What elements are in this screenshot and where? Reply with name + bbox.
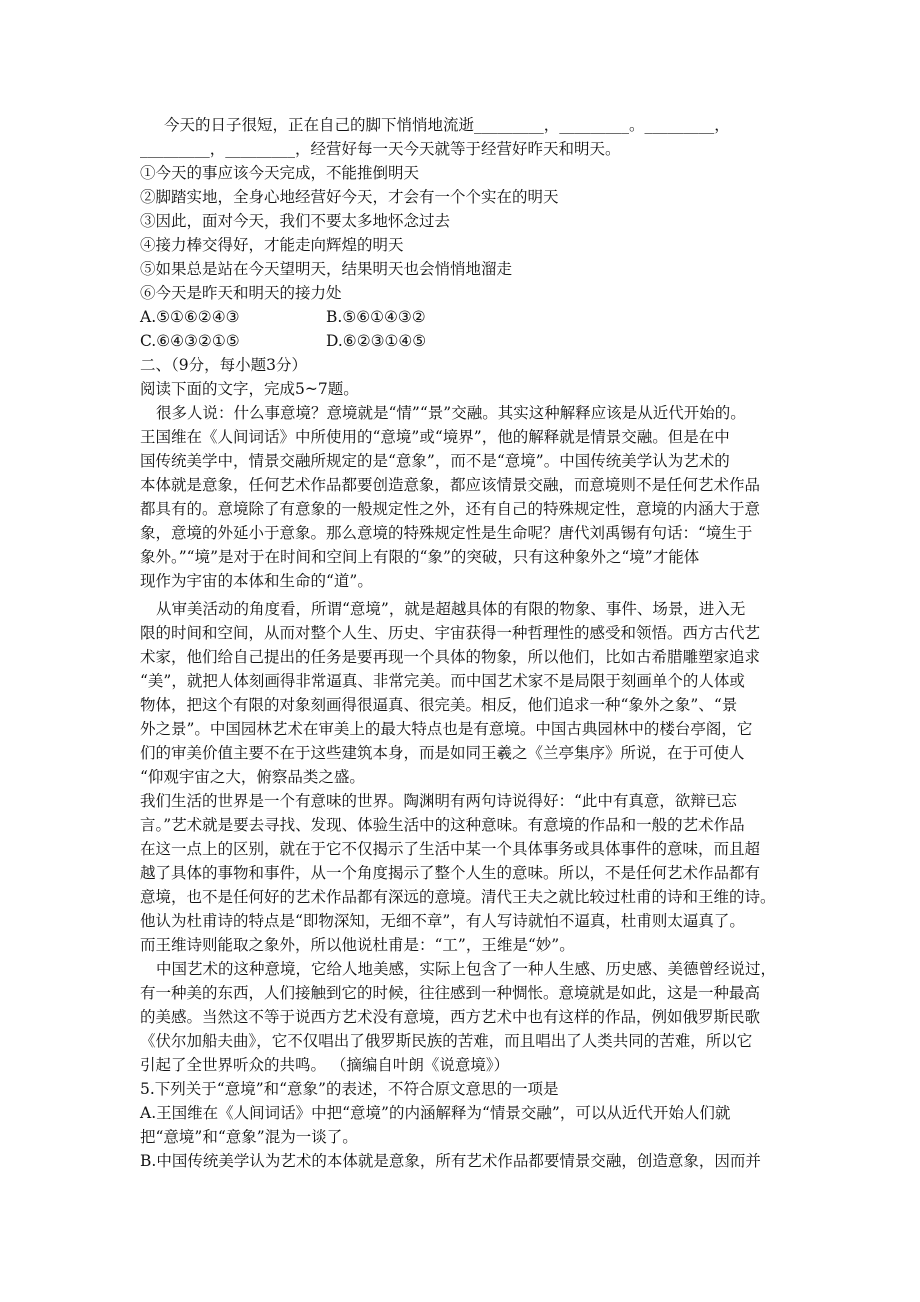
answer-a: A.⑤①⑥②④③: [140, 308, 240, 326]
passage-line: 本体就是意象，任何艺术作品都要创造意象，都应该情景交融，而意境则不是任何艺术作品: [140, 476, 761, 494]
passage-line: 越了具体的事物和事件，从一个角度揭示了整个人生的意味。所以，不是任何艺术作品都有: [140, 864, 761, 882]
option-1: ①今天的事应该今天完成，不能推倒明天: [140, 164, 420, 182]
passage-line: 象，意境的外延小于意象。那么意境的特殊规定性是生命呢？唐代刘禹锡有句话：“境生于: [140, 524, 753, 542]
option-5: ⑤如果总是站在今天望明天，结果明天也会悄悄地溜走: [140, 260, 513, 278]
passage-line: 在这一点上的区别，就在于它不仅揭示了生活中某一个具体事务或具体事件的意味，而且超: [140, 840, 761, 858]
answer-b: B.⑤⑥①④③②: [326, 308, 426, 326]
section-instruction: 阅读下面的文字，完成5~7题。: [140, 380, 359, 398]
passage-line: 言。”艺术就是要去寻找、发现、体验生活中的这种意味。有意境的作品和一般的艺术作品: [140, 816, 745, 834]
option-3: ③因此，面对今天，我们不要太多地怀念过去: [140, 212, 451, 230]
option-2: ②脚踏实地，全身心地经营好今天，才会有一个个实在的明天: [140, 188, 559, 206]
question-5-stem: 5.下列关于“意境”和“意象”的表述，不符合原文意思的一项是: [140, 1080, 559, 1098]
passage-line: 限的时间和空间，从而对整个人生、历史、宇宙获得一种哲理性的感受和领悟。西方古代艺: [140, 624, 761, 642]
passage-line: 而王维诗则能取之象外，所以他说杜甫是：“工”，王维是“妙”。: [140, 936, 575, 954]
passage-line: 有一种美的东西，人们接触到它的时候，往往感到一种惆怅。意境就是如此，这是一种最高: [140, 984, 761, 1002]
passage-line: 的美感。当然这不等于说西方艺术没有意境，西方艺术中也有这样的作品，例如俄罗斯民歌: [140, 1008, 761, 1026]
answer-c: C.⑥④③②①⑤: [140, 332, 240, 350]
passage-line: 意境，也不是任何好的艺术作品都有深远的意境。清代王夫之就比较过杜甫的诗和王维的诗。: [140, 888, 776, 906]
passage-line: 王国维在《人间词话》中所使用的“意境”或“境界”，他的解释就是情景交融。但是在中: [140, 428, 730, 446]
passage-line: 外之景”。中国园林艺术在审美上的最大特点也是有意境。中国古典园林中的楼台亭阁，它: [140, 720, 753, 738]
passage-line: 很多人说：什么事意境？意境就是“情”“景”交融。其实这种解释应该是从近代开始的。: [156, 404, 746, 422]
passage-line: 术家，他们给自己提出的任务是要再现一个具体的物象，所以他们，比如古希腊雕塑家追求: [140, 648, 761, 666]
question-5-option-b: B.中国传统美学认为艺术的本体就是意象，所有艺术作品都要情景交融，创造意象，因而并: [140, 1152, 761, 1170]
question-5-option-a: A.王国维在《人间词话》中把“意境”的内涵解释为“情景交融”，可以从近代开始人们就: [140, 1104, 731, 1122]
passage-line: 国传统美学中，情景交融所规定的是“意象”，而不是“意境”。中国传统美学认为艺术的: [140, 452, 730, 470]
passage-line: 物体，把这个有限的对象刻画得很逼真、很完美。相反，他们追求一种“象外之象”、“景: [140, 696, 738, 714]
passage-line: 我们生活的世界是一个有意味的世界。陶渊明有两句诗说得好：“此中有真意，欲辩已忘: [140, 792, 737, 810]
answer-d: D.⑥②③①④⑤: [326, 332, 427, 350]
passage-line: 《伏尔加船夫曲》，它不仅唱出了俄罗斯民族的苦难，而且唱出了人类共同的苦难，所以它: [140, 1032, 753, 1050]
passage-line: 中国艺术的这种意境，它给人地美感，实际上包含了一种人生感、历史感、美德曾经说过，: [156, 960, 777, 978]
passage-line: 们的审美价值主要不在于这些建筑本身，而是如同王羲之《兰亭集序》所说，在于可使人: [140, 744, 745, 762]
question-stem-line-2: _________，_________，经营好每一天今天就等于经营好昨天和明天。: [140, 140, 621, 158]
passage-line: 从审美活动的角度看，所谓“意境”，就是超越具体的有限的物象、事件、场景，进入无: [156, 600, 746, 618]
passage-line: 现作为宇宙的本体和生命的“道”。: [140, 572, 373, 590]
question-5-option-a-cont: 把“意境”和“意象”混为一谈了。: [140, 1128, 358, 1146]
passage-line: “仰观宇宙之大，俯察品类之盛。: [140, 768, 365, 786]
question-stem-line-1: 今天的日子很短，正在自己的脚下悄悄地流逝_________，_________。_________，: [164, 116, 730, 134]
passage-line: 象外。”“境”是对于在时间和空间上有限的“象”的突破，只有这种象外之“境”才能体: [140, 548, 700, 566]
passage-line: 他认为杜甫诗的特点是“即物深知，无细不章”，有人写诗就怕不逼真，杜甫则太逼真了。: [140, 912, 745, 930]
option-4: ④接力棒交得好，才能走向辉煌的明天: [140, 236, 404, 254]
section-heading: 二、（9分，每小题3分）: [140, 356, 307, 374]
passage-line: 引起了全世界听众的共鸣。 （摘编自叶朗《说意境》）: [140, 1056, 510, 1074]
passage-line: 都具有的。意境除了有意象的一般规定性之外，还有自己的特殊规定性，意境的内涵大于意: [140, 500, 761, 518]
passage-line: “美”，就把人体刻画得非常逼真、非常完美。而中国艺术家不是局限于刻画单个的人体或: [140, 672, 745, 690]
option-6: ⑥今天是昨天和明天的接力处: [140, 284, 342, 302]
